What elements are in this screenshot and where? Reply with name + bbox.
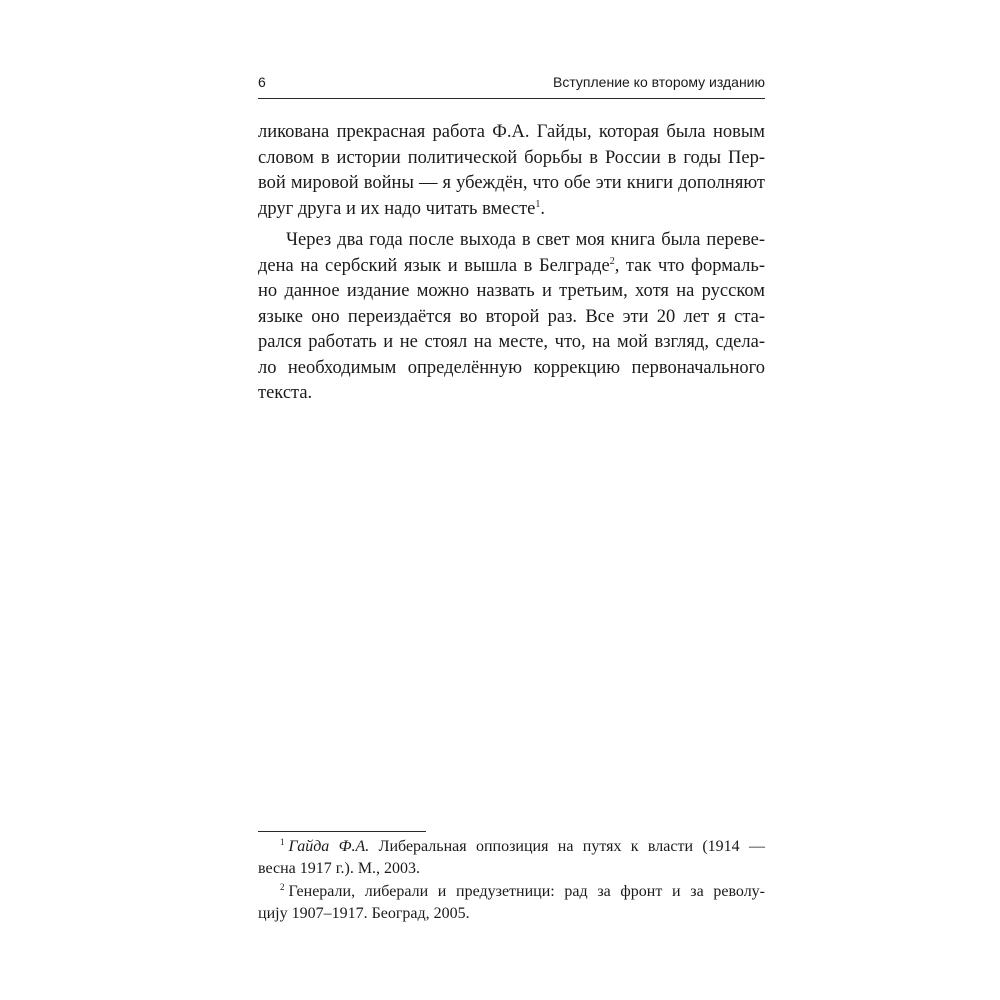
footnote-text: Либеральная оппозиция на путях к власти (1914 — — [369, 838, 766, 855]
footnote-1 — [258, 836, 765, 879]
footnote-ref-2[interactable]: 2 — [609, 255, 615, 267]
running-head — [258, 74, 765, 96]
text-fragment: , так что формаль- — [614, 255, 765, 276]
text-line: рался работать и не стоял на месте, что, на мой взгляд, сдела- — [258, 332, 765, 352]
text-line: вой мировой войны — я убеждён, что обе эти книги дополняют — [258, 173, 765, 193]
text-line — [258, 254, 765, 280]
footnote-line — [258, 881, 765, 903]
text-fragment: . — [540, 198, 545, 219]
footnote-ref-1[interactable]: 1 — [535, 198, 541, 210]
section-title: Вступление ко второму изданию — [553, 74, 765, 90]
paragraph-2 — [258, 228, 765, 407]
header-rule — [258, 98, 765, 99]
text-line: Через два года после выхода в свет моя книга была переве- — [286, 230, 765, 250]
text-line: но данное издание можно назвать и третьим, хотя на русском — [258, 281, 765, 301]
paragraph-1 — [258, 120, 765, 222]
text-fragment: дена на сербский язык и вышла в Белграде — [258, 255, 610, 276]
footnote-text: Генерали, либерали и предузетници: рад за фронт и за револу- — [288, 883, 765, 900]
text-fragment: друг друга и их надо читать вместе — [258, 198, 536, 219]
text-line: словом в истории политической борьбы в России в годы Пер- — [258, 147, 765, 168]
text-line: ло необходимым определённую коррекцию первоначального — [258, 357, 765, 378]
text-line: ликована прекрасная работа Ф.А. Гайды, которая была новым — [258, 122, 765, 142]
text-line: языке оно переиздаётся во второй раз. Все эти 20 лет я ста- — [258, 306, 765, 327]
book-page — [258, 0, 765, 1000]
footnote-line: цију 1907–1917. Београд, 2005. — [258, 904, 470, 922]
footnote-line: весна 1917 г.). М., 2003. — [258, 859, 421, 877]
footnote-mark: 2 — [280, 882, 285, 892]
footnote-line — [258, 836, 765, 858]
page-number: 6 — [258, 74, 266, 90]
text-line — [258, 197, 765, 223]
footnote-mark: 1 — [280, 837, 285, 847]
footnotes — [258, 836, 765, 924]
footnote-2 — [258, 881, 765, 924]
text-line: текста. — [258, 383, 313, 403]
footnote-rule — [258, 831, 426, 832]
footnote-author: Гайда Ф.А. — [288, 838, 370, 855]
body-text — [258, 120, 765, 407]
